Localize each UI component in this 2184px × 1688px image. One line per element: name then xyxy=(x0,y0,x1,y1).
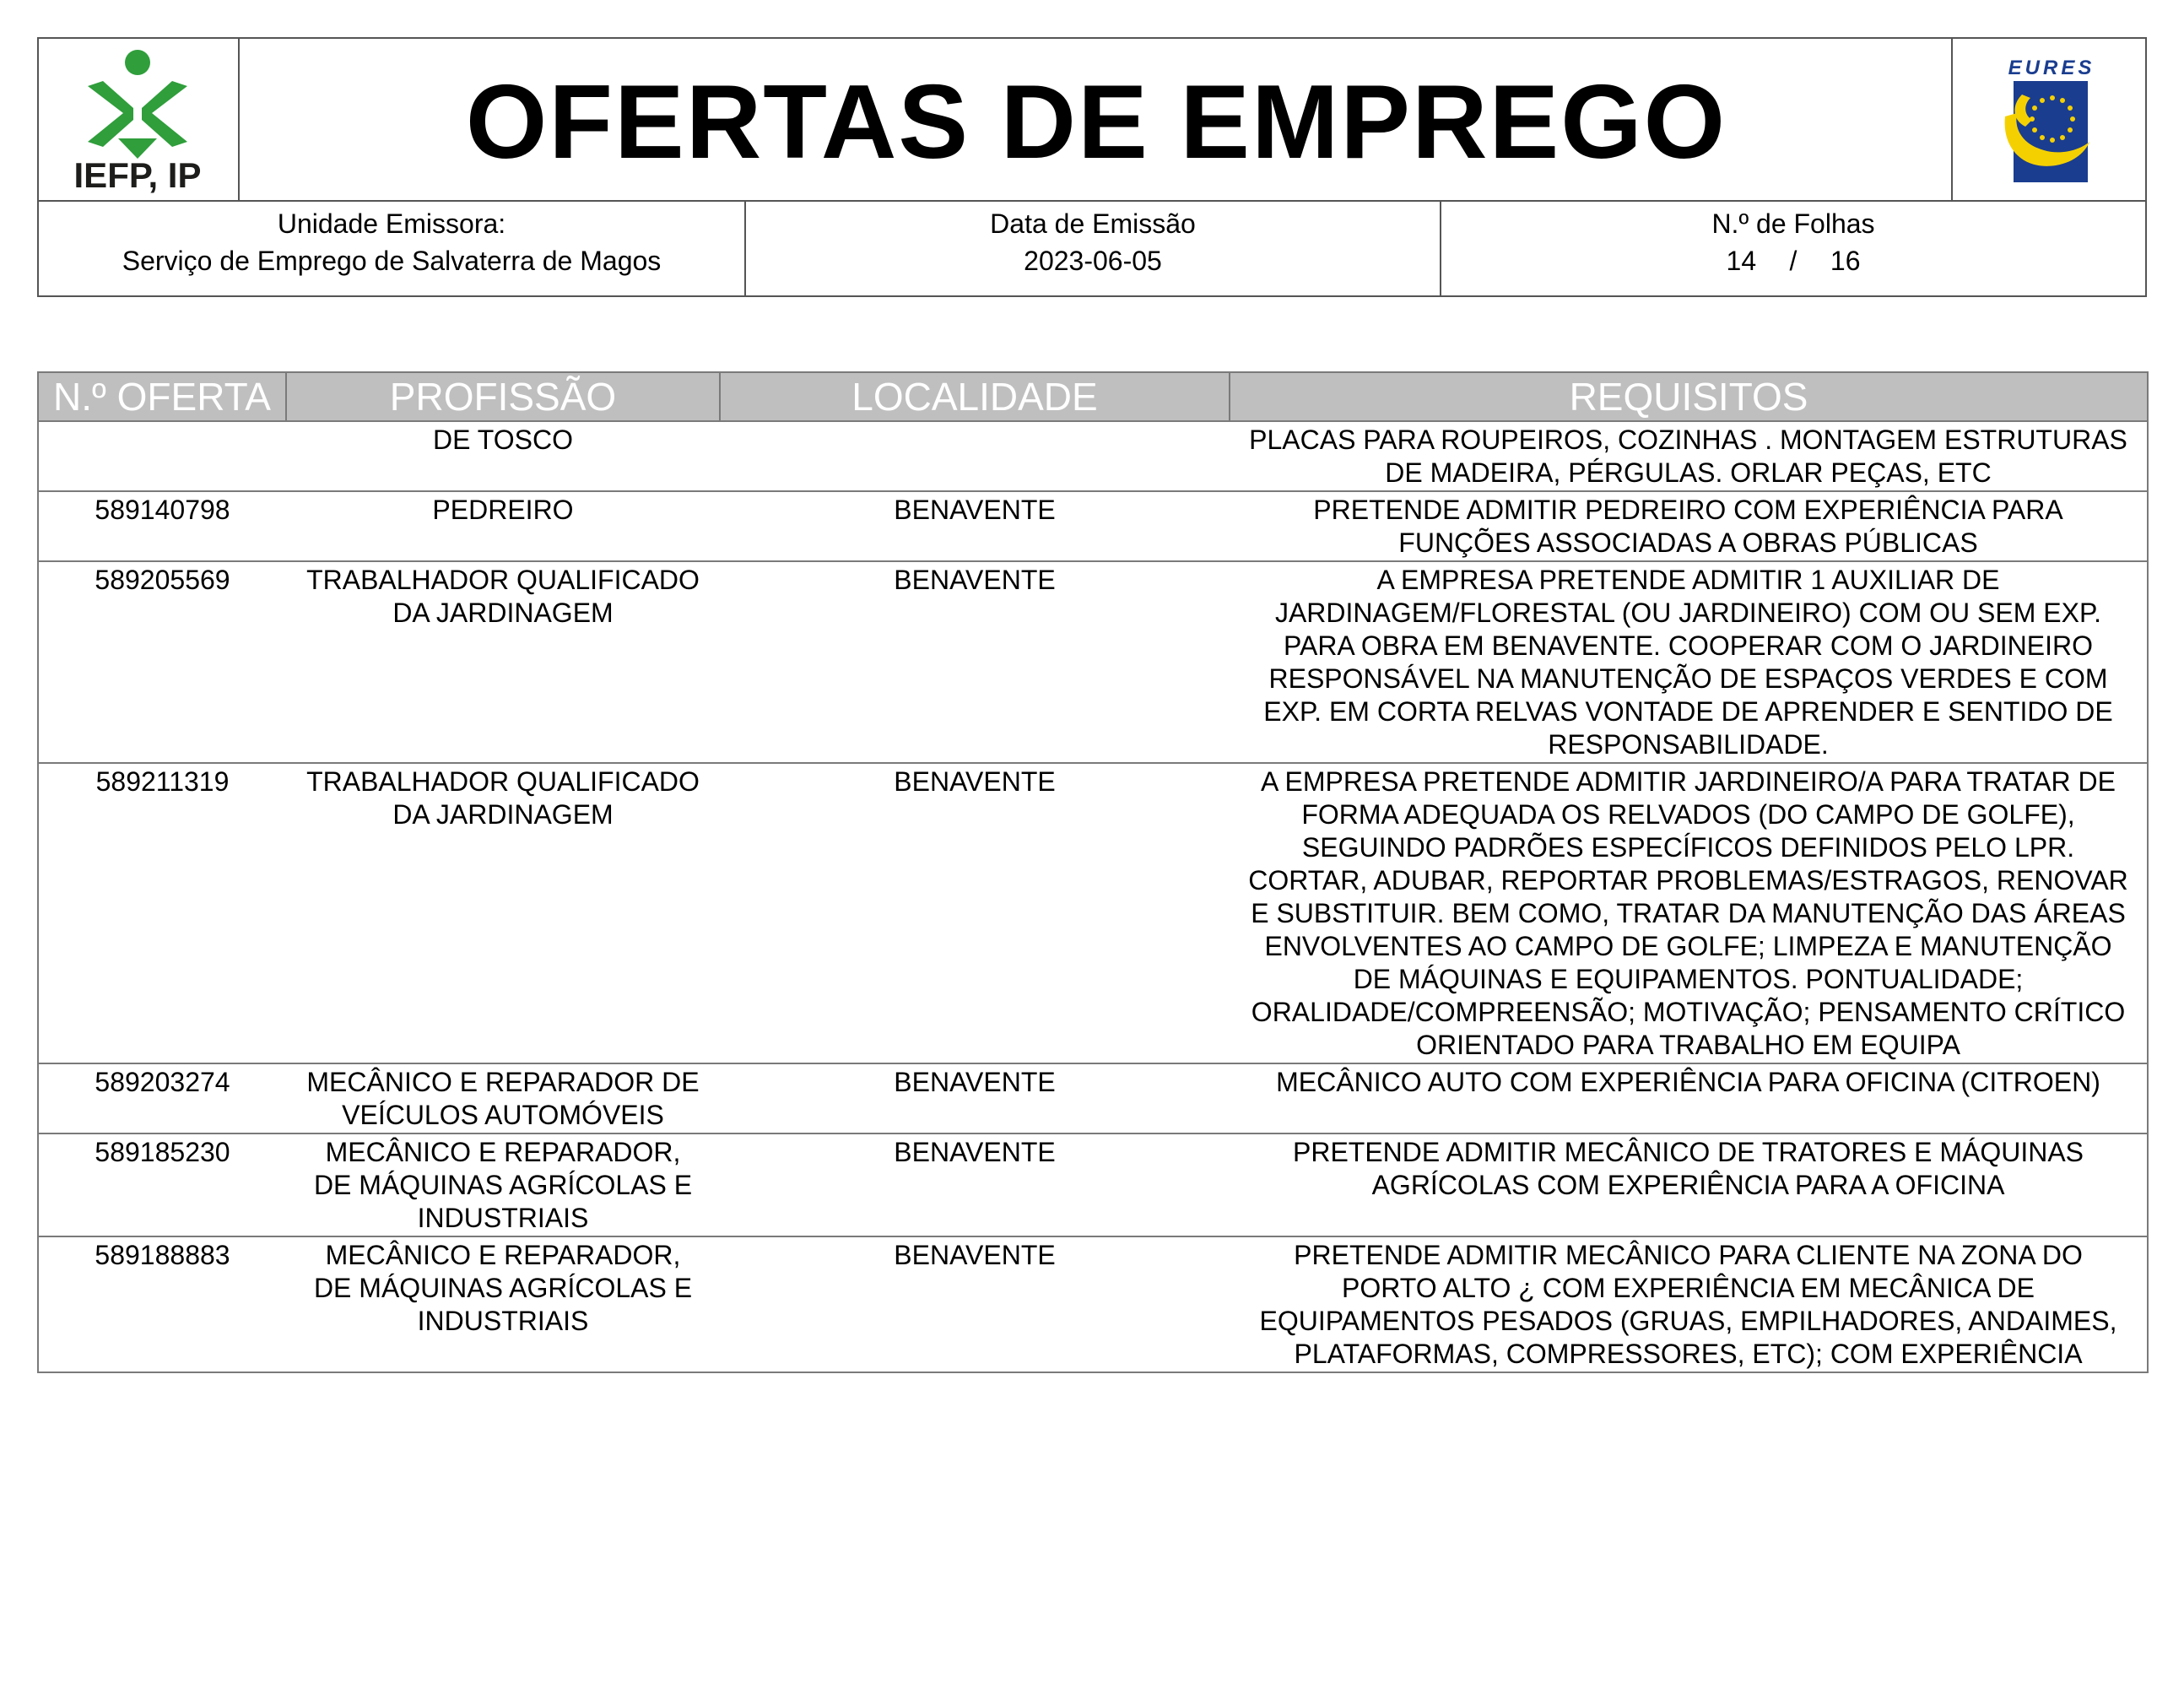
table-row xyxy=(38,491,2148,561)
cell-oferta: 589203274 xyxy=(38,1063,286,1133)
table-row xyxy=(38,763,2148,1063)
table-row xyxy=(38,421,2148,491)
iefp-logo xyxy=(39,39,240,200)
iefp-logo-text: IEFP, IP xyxy=(73,155,202,195)
cell-profissao: TRABALHADOR QUALIFICADO DA JARDINAGEM xyxy=(286,561,720,763)
cell-requisitos: MECÂNICO AUTO COM EXPERIÊNCIA PARA OFICINA (CITROEN) xyxy=(1230,1063,2148,1133)
cell-profissao: DE TOSCO xyxy=(286,421,720,491)
col-header-profissao: PROFISSÃO xyxy=(286,372,720,421)
cell-requisitos: PRETENDE ADMITIR MECÂNICO DE TRATORES E MÁQUINAS AGRÍCOLAS COM EXPERIÊNCIA PARA A OFICINA xyxy=(1230,1133,2148,1236)
iefp-logo-mark xyxy=(39,39,236,198)
cell-localidade xyxy=(720,421,1230,491)
folhas-value xyxy=(1441,242,2145,279)
cell-profissao: MECÂNICO E REPARADOR, DE MÁQUINAS AGRÍCOLAS E INDUSTRIAIS xyxy=(286,1133,720,1236)
eures-logo xyxy=(1951,39,2147,200)
cell-requisitos: PRETENDE ADMITIR MECÂNICO PARA CLIENTE NA ZONA DO PORTO ALTO ¿ COM EXPERIÊNCIA EM MECÂNICA DE EQUIPAMENTOS PESADOS (GRUAS, EMPILHADORES, ANDAIMES, PLATAFORMAS, COMPRESSORES, ETC); COM EXPERIÊNCIA xyxy=(1230,1236,2148,1372)
cell-localidade: BENAVENTE xyxy=(720,763,1230,1063)
cell-oferta: 589211319 xyxy=(38,763,286,1063)
data-value: 2023-06-05 xyxy=(1024,246,1162,276)
page-title: OFERTAS DE EMPREGO xyxy=(465,63,1727,181)
table-row xyxy=(38,1133,2148,1236)
cell-requisitos: PRETENDE ADMITIR PEDREIRO COM EXPERIÊNCIA PARA FUNÇÕES ASSOCIADAS A OBRAS PÚBLICAS xyxy=(1230,491,2148,561)
cell-profissao: TRABALHADOR QUALIFICADO DA JARDINAGEM xyxy=(286,763,720,1063)
unidade-label: Unidade Emissora: xyxy=(277,208,506,239)
unidade-value: Serviço de Emprego de Salvaterra de Magos xyxy=(122,246,662,276)
cell-localidade: BENAVENTE xyxy=(720,1063,1230,1133)
title-cell xyxy=(240,39,1953,200)
unidade-emissora xyxy=(39,202,746,297)
cell-localidade: BENAVENTE xyxy=(720,561,1230,763)
col-header-oferta: N.º OFERTA xyxy=(38,372,286,421)
table-header-row xyxy=(38,372,2148,421)
col-header-requisitos: REQUISITOS xyxy=(1230,372,2148,421)
numero-folhas xyxy=(1441,202,2145,297)
eures-logo-text: EURES xyxy=(2008,57,2095,79)
folhas-label: N.º de Folhas xyxy=(1711,208,1875,239)
folhas-current: 14 xyxy=(1726,246,1757,276)
table-row xyxy=(38,1236,2148,1372)
emission-info-row xyxy=(39,200,2145,297)
cell-localidade: BENAVENTE xyxy=(720,1236,1230,1372)
col-header-localidade: LOCALIDADE xyxy=(720,372,1230,421)
document-header xyxy=(37,37,2147,297)
cell-oferta: 589185230 xyxy=(38,1133,286,1236)
cell-requisitos: A EMPRESA PRETENDE ADMITIR JARDINEIRO/A PARA TRATAR DE FORMA ADEQUADA OS RELVADOS (DO CAMPO DE GOLFE), SEGUINDO PADRÕES ESPECÍFICOS DEFINIDOS PELO LPR. CORTAR, ADUBAR, REPORTAR PROBLEMAS/ESTRAGOS, RENOVAR E SUBSTITUIR. BEM COMO, TRATAR DA MANUTENÇÃO DAS ÁREAS ENVOLVENTES AO CAMPO DE GOLFE; LIMPEZA E MANUTENÇÃO DE MÁQUINAS E EQUIPAMENTOS. PONTUALIDADE; ORALIDADE/COMPREENSÃO; MOTIVAÇÃO; PENSAMENTO CRÍTICO ORIENTADO PARA TRABALHO EM EQUIPA xyxy=(1230,763,2148,1063)
cell-requisitos: PLACAS PARA ROUPEIROS, COZINHAS . MONTAGEM ESTRUTURAS DE MADEIRA, PÉRGULAS. ORLAR PEÇAS, ETC xyxy=(1230,421,2148,491)
cell-profissao: MECÂNICO E REPARADOR, DE MÁQUINAS AGRÍCOLAS E INDUSTRIAIS xyxy=(286,1236,720,1372)
cell-profissao: MECÂNICO E REPARADOR DE VEÍCULOS AUTOMÓVEIS xyxy=(286,1063,720,1133)
eures-logo-mark xyxy=(1953,39,2145,198)
cell-oferta xyxy=(38,421,286,491)
cell-oferta: 589205569 xyxy=(38,561,286,763)
cell-oferta: 589188883 xyxy=(38,1236,286,1372)
folhas-total: 16 xyxy=(1830,246,1861,276)
data-label: Data de Emissão xyxy=(990,208,1196,239)
table-row xyxy=(38,1063,2148,1133)
cell-localidade: BENAVENTE xyxy=(720,1133,1230,1236)
cell-profissao: PEDREIRO xyxy=(286,491,720,561)
data-emissao xyxy=(746,202,1441,297)
cell-localidade: BENAVENTE xyxy=(720,491,1230,561)
table-row xyxy=(38,561,2148,763)
cell-requisitos: A EMPRESA PRETENDE ADMITIR 1 AUXILIAR DE JARDINAGEM/FLORESTAL (OU JARDINEIRO) COM OU SEM EXP. PARA OBRA EM BENAVENTE. COOPERAR COM O JARDINEIRO RESPONSÁVEL NA MANUTENÇÃO DE ESPAÇOS VERDES E COM EXP. EM CORTA RELVAS VONTADE DE APRENDER E SENTIDO DE RESPONSABILIDADE. xyxy=(1230,561,2148,763)
cell-oferta: 589140798 xyxy=(38,491,286,561)
folhas-separator: / xyxy=(1789,246,1797,276)
job-offers-table xyxy=(37,371,2149,1373)
